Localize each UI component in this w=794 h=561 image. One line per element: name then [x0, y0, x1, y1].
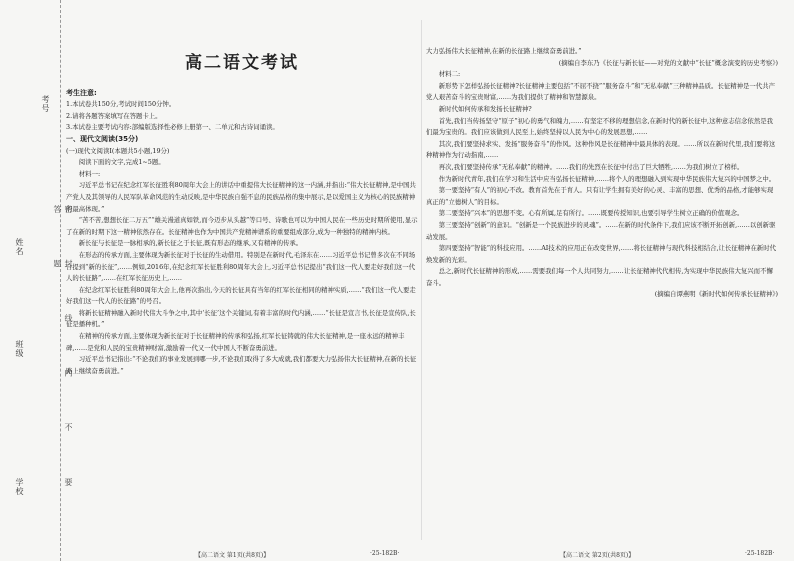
paragraph: 新时代如何传承和发扬长征精神? — [438, 104, 532, 113]
paragraph: 习近平总书记在纪念红军长征胜利80周年大会上的讲话中重提伟大长征精神的这一内涵,并指出:“伟大长征精神,是中国共产党人及其领导的人民军队革命风范的生动反映,是中华民族自强不息的民族品格的集中展示,是以爱国主义为核心的民族精神的最高体现。” — [66, 181, 416, 213]
right-column — [426, 46, 778, 301]
seal-line-text: 密 封 线 内 不 要 答 题 — [53, 205, 73, 508]
label-banji: 班级 — [15, 340, 24, 358]
note-item: 2.请将各题答案填写在答题卡上。 — [66, 111, 162, 120]
instruction: 阅读下面的文字,完成1~5题。 — [78, 158, 165, 167]
notes-heading: 考生注意: — [66, 88, 97, 97]
label-xingming: 姓名 — [15, 238, 24, 256]
label-xuexiao: 学校 — [15, 478, 24, 496]
paragraph: 其次,我们要坚持求实、发扬“服务奋斗”的作风。这种作风是长征精神中最具体的表现。……所以在新时代里,我们要将这种精神作为行动指南,…… — [426, 139, 776, 160]
paragraph: 首先,我们当传扬坚守“原子”初心的勇气和魄力,……有坚定不移的理想信念,在新时代的新长征中,这种意志信念依然是我们最为宝贵的。我们应该做到人民至上,始终坚持以人民为中心的发展思想,…… — [426, 116, 773, 137]
label-kaohao: 考号 — [41, 95, 50, 113]
paragraph: 习近平总书记指出:“不论我们的事业发展到哪一步,不论我们取得了多大成就,我们都要大力弘扬伟大长征精神,在新的长征路上继续奋勇前进。” — [66, 355, 417, 375]
footer-page-right: 【高二语文 第2页(共8页)】 — [560, 552, 635, 559]
paragraph: 新形势下怎样弘扬长征精神?长征精神主要包括“不屈不挠”“服务奋斗”和“无私奉献”三种精神品质。长征精神是一代共产党人艰苦奋斗的宝贵财富,……为我们提供了精神和智慧源泉。 — [426, 81, 775, 102]
paragraph: 第三要坚持“创新”的意识。“创新是一个民族进步的灵魂”。……在新的时代条件下,我们应该不断开拓创新,……以创新驱动发展。 — [426, 220, 776, 241]
paragraph: 将新长征精神融入新时代伟大斗争之中,其中‘长征’这个关键词,有着丰富的时代内涵,……“长征是宣言书,长征是宣传队,长征是播种机。” — [66, 308, 416, 329]
material-label: 材料二: — [438, 70, 461, 79]
exam-title: 高二语文考试 — [185, 53, 299, 73]
subsection-heading: (一)现代文阅读Ⅰ(本题共5小题,19分) — [66, 146, 170, 155]
paragraph: 在精神的传承方面,主要体现为新长征对于长征精神的传承和弘扬,红军长征铸就的伟大长征精神,是一座永远的精神丰碑,……是党和人民的宝贵精神财富,激励着一代又一代中国人不断奋勇前进。 — [66, 332, 405, 352]
paragraph: 作为新时代青年,我们在学习和生活中应当弘扬长征精神,……将个人的理想融入到实现中华民族伟大复兴的中国梦之中。 — [438, 174, 776, 183]
paragraph: 第二要坚持“兴本”的思想不变。心有所属,足有所行。……既要传授知识,也要引导学生树立正确的价值观念。 — [438, 209, 744, 218]
paragraph: 大力弘扬伟大长征精神,在新的长征路上继续奋勇前进。” — [426, 47, 582, 55]
paragraph: 总之,新时代长征精神的形成,……需要我们每一个人共同努力,……让长征精神代代相传,为实现中华民族伟大复兴而不懈奋斗。 — [426, 267, 773, 287]
footer-code-left: ·25-182B· — [370, 550, 400, 557]
paragraph: 再次,我们要坚持传承“无私奉献”的精神。……我们的先烈在长征中付出了巨大牺牲,……为我们树立了榜样。 — [438, 162, 744, 171]
page-divider — [421, 20, 422, 540]
source-citation: (摘编自谭燕明《新时代如何传承长征精神》) — [654, 290, 778, 299]
left-column — [66, 36, 418, 377]
paragraph: 在形态的传承方面,主要体现为新长征对于长征的生动借用。特别是在新时代,毛泽东在……习近平总书记曾多次在不同场合提到“新的长征”,……例如,2016年,在纪念红军长征胜利80周年大会上,习近平总书记提出“我们这一代人要走好我们这一代人的长征路”,……在红军长征历史上,…… — [66, 250, 416, 283]
binding-margin — [0, 0, 73, 561]
paragraph: 第一要坚持“有人”的初心不改。教育首先在于育人。只有让学生拥有美好的心灵、丰富的思想、优秀的品格,才能够实现真正的“立德树人”的目标。 — [426, 186, 774, 206]
material-label: 材料一: — [78, 169, 101, 178]
paragraph: 新长征与长征是一脉相承的,新长征之于长征,既有形态的继承,又有精神的传承。 — [78, 239, 303, 248]
source-citation: (摘编自李东乃《长征与新长征——对党的文献中“长征”概念演变的历史考察》) — [558, 58, 778, 67]
note-item: 1.本试卷共150分,考试时间150分钟。 — [66, 100, 176, 109]
paragraph: “苦不苦,想想长征二万五”“雄关漫道真如铁,而今迈步从头越”等口号、诗歌也可以为中国人民在一些历史时期所使用,显示了在新的时期下这一精神依然存在。长征精神也作为中国共产党精神谱系的重要组成部分,成为一种独特的精神内核。 — [66, 216, 418, 236]
paragraph: 第四要坚持“智能”的科技应用。……AI技术的应用正在改变世界,……将长征精神与现代科技相结合,让长征精神在新时代焕发新的光彩。 — [426, 244, 777, 264]
footer-page-left: 【高二语文 第1页(共8页)】 — [195, 552, 270, 559]
note-item: 3.本试卷主要考试内容:部编版选择性必修上册第一、二单元和古诗词诵读。 — [66, 123, 279, 132]
paragraph: 在纪念红军长征胜利80周年大会上,他再次指出,今天的长征具有当年的红军长征相同的精神实质,……“我们这一代人要走好我们这一代人的长征路”的号召。 — [66, 285, 416, 306]
section-heading: 一、现代文阅读(35分) — [66, 134, 139, 143]
footer-code-right: ·25-182B· — [745, 550, 775, 557]
